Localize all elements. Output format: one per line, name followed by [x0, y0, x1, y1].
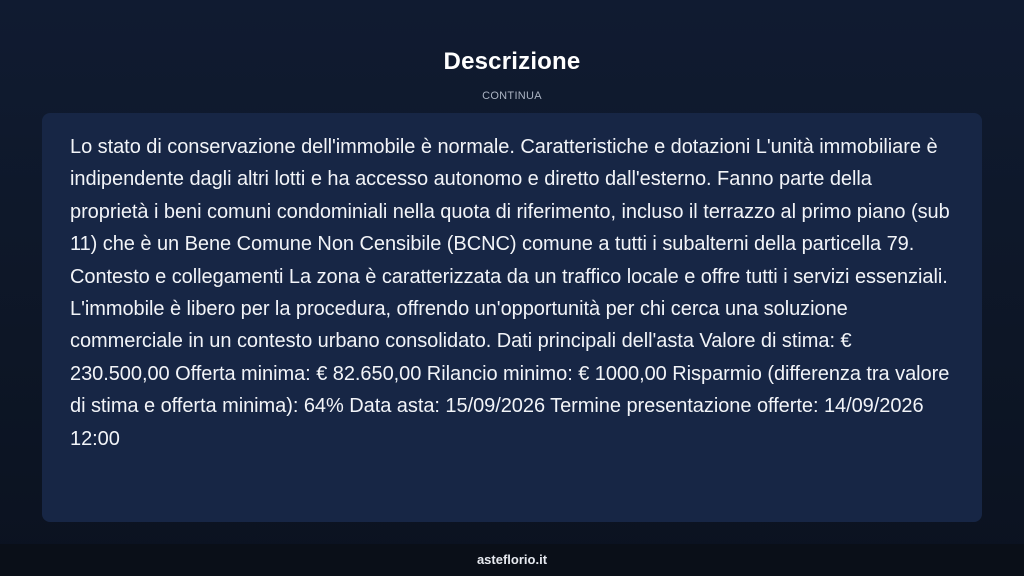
continue-label: CONTINUA: [482, 90, 542, 102]
footer-brand: asteflorio.it: [476, 552, 548, 567]
description-card: [42, 113, 982, 522]
footer-bar: [0, 544, 1024, 576]
description-text: Lo stato di conservazione dell'immobile è normale. Caratteristiche e dotazioni L'unità immobiliare è indipendente dagli altri lotti e ha accesso autonomo e diretto dall'esterno. Fanno parte della proprietà i beni comuni condominiali nella quota di riferimento, incluso il terrazzo al primo piano (sub 11) che è un Bene Comune Non Censibile (BCNC) comune a tutti i subalterni della particella 79. Contesto e collegamenti La zona è caratterizzata da un traffico locale e offre tutti i servizi essenziali. L'immobile è libero per la procedura, offrendo un'opportunità per chi cerca una soluzione commerciale in un contesto urbano consolidato. Dati principali dell'asta Valore di stima: € 230.500,00 Offerta minima: € 82.650,00 Rilancio minimo: € 1000,00 Risparmio (differenza tra valore di stima e offerta minima): 64% Data asta: 15/09/2026 Termine presentazione offerte: 14/09/2026 12:00: [70, 136, 950, 450]
page-title: Descrizione: [443, 48, 581, 75]
